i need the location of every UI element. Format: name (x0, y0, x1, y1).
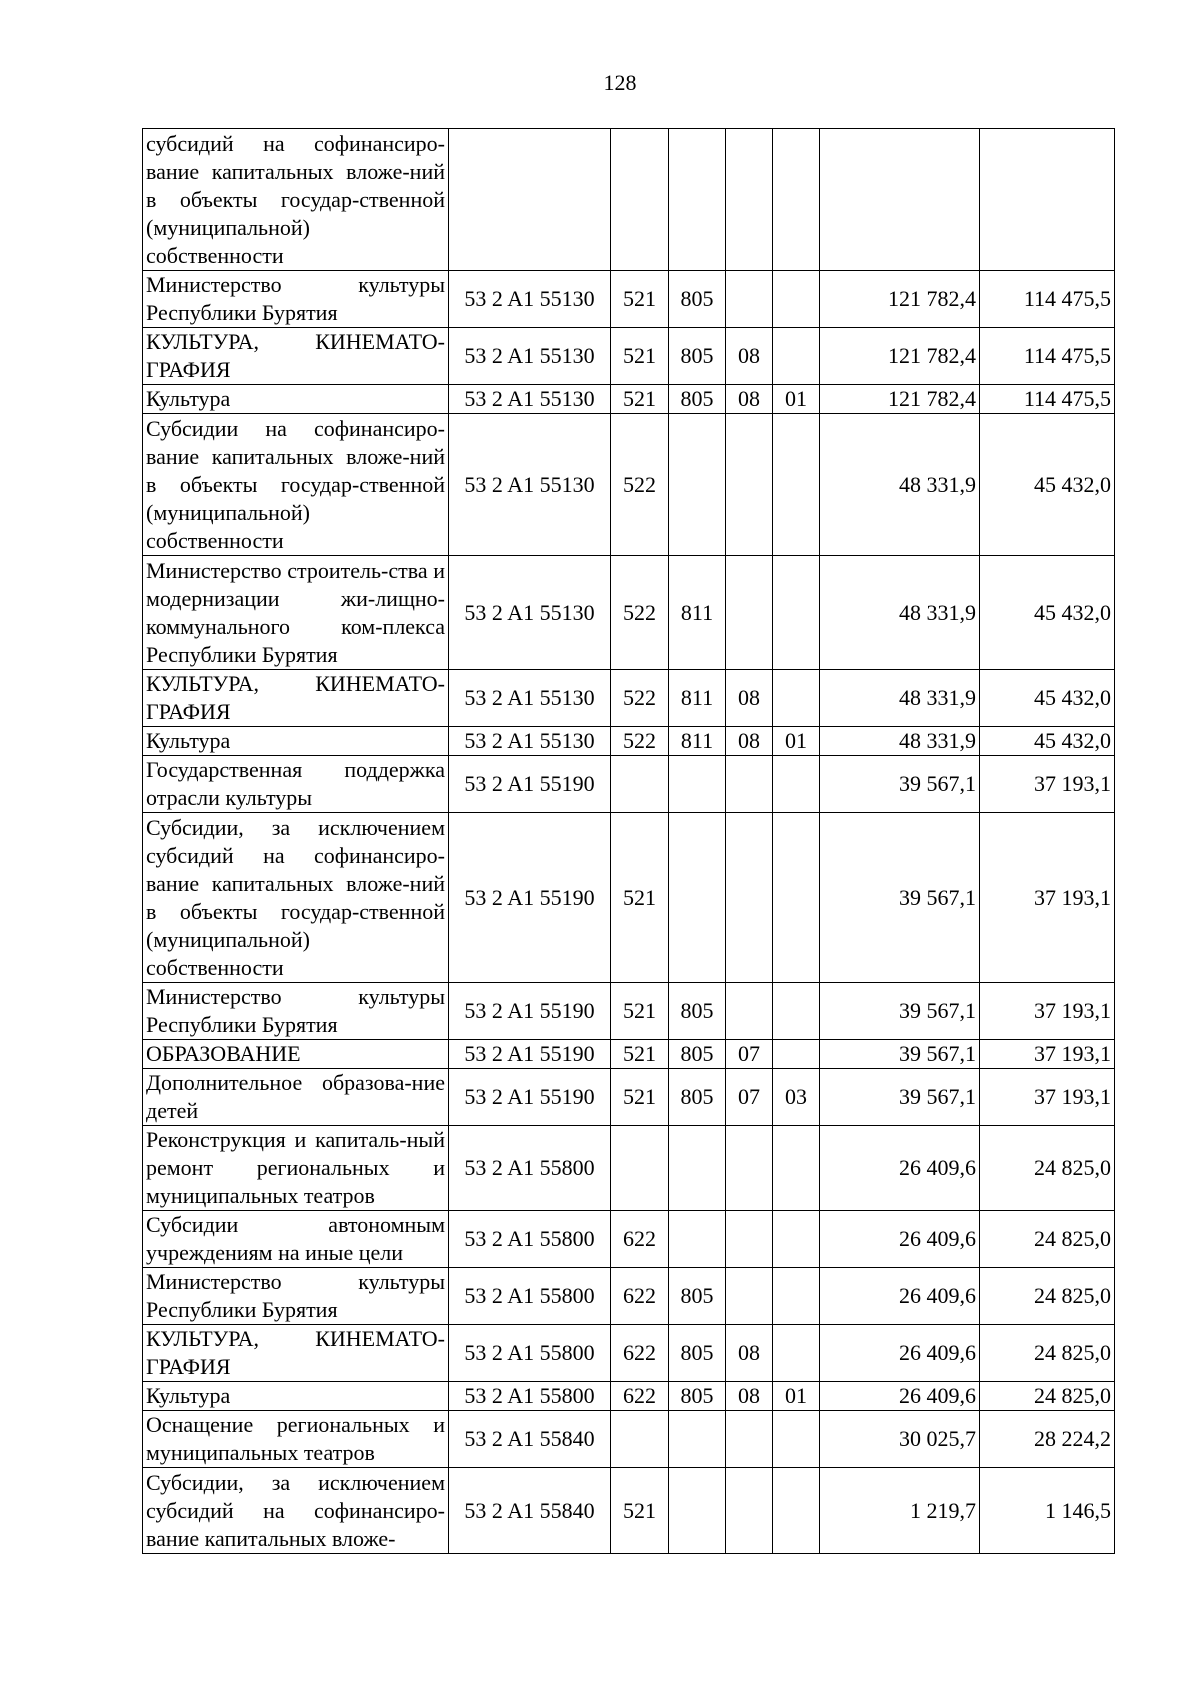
cell-ministry-code (669, 1211, 726, 1268)
cell-target-code: 53 2 A1 55190 (449, 1069, 611, 1126)
cell-name: КУЛЬТУРА, КИНЕМАТО-ГРАФИЯ (143, 670, 449, 727)
cell-section (726, 813, 773, 983)
table-row (143, 1382, 1115, 1411)
cell-target-code: 53 2 A1 55190 (449, 756, 611, 813)
cell-expense-type (611, 129, 669, 271)
cell-expense-type: 622 (611, 1211, 669, 1268)
cell-ministry-code: 805 (669, 983, 726, 1040)
cell-target-code: 53 2 A1 55130 (449, 556, 611, 670)
cell-ministry-code (669, 1411, 726, 1468)
cell-amount-1: 39 567,1 (820, 983, 980, 1040)
table-row (143, 1126, 1115, 1211)
cell-amount-1: 39 567,1 (820, 1069, 980, 1126)
cell-target-code: 53 2 A1 55840 (449, 1468, 611, 1554)
cell-amount-1: 121 782,4 (820, 328, 980, 385)
cell-ministry-code (669, 756, 726, 813)
cell-subsection: 01 (773, 1382, 820, 1411)
table-row (143, 328, 1115, 385)
cell-ministry-code: 811 (669, 727, 726, 756)
cell-section: 08 (726, 727, 773, 756)
cell-subsection (773, 1040, 820, 1069)
cell-amount-1: 26 409,6 (820, 1268, 980, 1325)
cell-section (726, 129, 773, 271)
cell-subsection (773, 414, 820, 556)
table-row (143, 727, 1115, 756)
cell-amount-1: 26 409,6 (820, 1382, 980, 1411)
cell-target-code: 53 2 A1 55190 (449, 983, 611, 1040)
cell-name: Дополнительное образова-ние детей (143, 1069, 449, 1126)
cell-amount-1: 39 567,1 (820, 756, 980, 813)
cell-name: Реконструкция и капиталь-ный ремонт региональных и муниципальных театров (143, 1126, 449, 1211)
table-row (143, 1325, 1115, 1382)
cell-expense-type: 622 (611, 1325, 669, 1382)
cell-section (726, 1211, 773, 1268)
cell-name: Оснащение региональных и муниципальных театров (143, 1411, 449, 1468)
cell-amount-1: 48 331,9 (820, 727, 980, 756)
cell-amount-1 (820, 129, 980, 271)
cell-expense-type (611, 1126, 669, 1211)
cell-expense-type: 521 (611, 385, 669, 414)
cell-expense-type: 521 (611, 1468, 669, 1554)
cell-expense-type: 522 (611, 727, 669, 756)
table-row (143, 1268, 1115, 1325)
cell-section (726, 556, 773, 670)
cell-amount-2: 24 825,0 (980, 1211, 1115, 1268)
cell-target-code: 53 2 A1 55130 (449, 727, 611, 756)
table-row (143, 414, 1115, 556)
cell-ministry-code (669, 129, 726, 271)
cell-name: Министерство культуры Республики Бурятия (143, 271, 449, 328)
cell-amount-2: 24 825,0 (980, 1126, 1115, 1211)
cell-name: Культура (143, 1382, 449, 1411)
cell-amount-2: 1 146,5 (980, 1468, 1115, 1554)
cell-amount-2: 45 432,0 (980, 670, 1115, 727)
cell-section: 08 (726, 1382, 773, 1411)
cell-amount-2: 37 193,1 (980, 1069, 1115, 1126)
cell-expense-type: 521 (611, 983, 669, 1040)
cell-amount-2: 37 193,1 (980, 983, 1115, 1040)
cell-ministry-code: 805 (669, 385, 726, 414)
cell-amount-2: 37 193,1 (980, 756, 1115, 813)
cell-target-code: 53 2 A1 55190 (449, 813, 611, 983)
cell-amount-2: 45 432,0 (980, 556, 1115, 670)
table-row (143, 670, 1115, 727)
cell-expense-type: 522 (611, 670, 669, 727)
cell-amount-1: 26 409,6 (820, 1126, 980, 1211)
cell-subsection: 01 (773, 727, 820, 756)
cell-name: Субсидии, за исключением субсидий на софинансиро-вание капитальных вложе- (143, 1468, 449, 1554)
table-row (143, 1040, 1115, 1069)
table-row (143, 385, 1115, 414)
cell-section (726, 271, 773, 328)
cell-subsection (773, 1126, 820, 1211)
table-row (143, 1211, 1115, 1268)
cell-ministry-code: 805 (669, 1069, 726, 1126)
cell-amount-1: 48 331,9 (820, 556, 980, 670)
cell-subsection (773, 556, 820, 670)
cell-expense-type: 521 (611, 1040, 669, 1069)
cell-ministry-code: 811 (669, 556, 726, 670)
cell-section (726, 414, 773, 556)
cell-amount-2: 24 825,0 (980, 1268, 1115, 1325)
cell-section (726, 1268, 773, 1325)
cell-name: Министерство культуры Республики Бурятия (143, 983, 449, 1040)
cell-amount-1: 26 409,6 (820, 1325, 980, 1382)
cell-subsection: 01 (773, 385, 820, 414)
cell-ministry-code (669, 414, 726, 556)
table-row (143, 983, 1115, 1040)
cell-section: 08 (726, 670, 773, 727)
cell-name: субсидий на софинансиро-вание капитальных вложе-ний в объекты государ-ственной (муниципальной) собственности (143, 129, 449, 271)
cell-subsection (773, 1411, 820, 1468)
cell-amount-1: 26 409,6 (820, 1211, 980, 1268)
cell-ministry-code: 805 (669, 271, 726, 328)
cell-amount-2: 45 432,0 (980, 414, 1115, 556)
cell-amount-2: 24 825,0 (980, 1325, 1115, 1382)
table-row (143, 1411, 1115, 1468)
cell-ministry-code (669, 1468, 726, 1554)
cell-subsection (773, 983, 820, 1040)
cell-expense-type (611, 756, 669, 813)
cell-ministry-code: 811 (669, 670, 726, 727)
cell-section (726, 983, 773, 1040)
cell-expense-type: 521 (611, 1069, 669, 1126)
cell-target-code: 53 2 A1 55130 (449, 271, 611, 328)
cell-amount-1: 39 567,1 (820, 1040, 980, 1069)
budget-table (142, 128, 1115, 1554)
cell-ministry-code: 805 (669, 1268, 726, 1325)
cell-ministry-code: 805 (669, 1325, 726, 1382)
cell-expense-type: 622 (611, 1268, 669, 1325)
cell-section (726, 756, 773, 813)
cell-name: Субсидии автономным учреждениям на иные цели (143, 1211, 449, 1268)
table-row (143, 756, 1115, 813)
cell-subsection (773, 271, 820, 328)
cell-section (726, 1468, 773, 1554)
cell-amount-2: 24 825,0 (980, 1382, 1115, 1411)
cell-name: КУЛЬТУРА, КИНЕМАТО-ГРАФИЯ (143, 1325, 449, 1382)
cell-ministry-code (669, 813, 726, 983)
cell-ministry-code: 805 (669, 1382, 726, 1411)
cell-amount-1: 30 025,7 (820, 1411, 980, 1468)
table-row (143, 1069, 1115, 1126)
cell-amount-1: 48 331,9 (820, 414, 980, 556)
cell-amount-2: 45 432,0 (980, 727, 1115, 756)
cell-subsection (773, 129, 820, 271)
cell-target-code (449, 129, 611, 271)
cell-section (726, 1411, 773, 1468)
cell-expense-type: 522 (611, 414, 669, 556)
cell-name: Министерство строитель-ства и модернизации жи-лищно-коммунального ком-плекса Республики Бурятия (143, 556, 449, 670)
cell-amount-1: 1 219,7 (820, 1468, 980, 1554)
cell-subsection (773, 1325, 820, 1382)
cell-ministry-code (669, 1126, 726, 1211)
cell-name: Субсидии, за исключением субсидий на софинансиро-вание капитальных вложе-ний в объекты государ-ственной (муниципальной) собственности (143, 813, 449, 983)
table-row (143, 271, 1115, 328)
cell-target-code: 53 2 A1 55130 (449, 385, 611, 414)
cell-subsection (773, 328, 820, 385)
cell-name: Культура (143, 727, 449, 756)
cell-section: 07 (726, 1040, 773, 1069)
cell-section (726, 1126, 773, 1211)
cell-name: Субсидии на софинансиро-вание капитальных вложе-ний в объекты государ-ственной (муниципальной) собственности (143, 414, 449, 556)
cell-subsection (773, 813, 820, 983)
table-row (143, 556, 1115, 670)
cell-target-code: 53 2 A1 55800 (449, 1325, 611, 1382)
cell-name: Государственная поддержка отрасли культуры (143, 756, 449, 813)
cell-target-code: 53 2 A1 55800 (449, 1268, 611, 1325)
cell-subsection (773, 1468, 820, 1554)
cell-amount-1: 121 782,4 (820, 271, 980, 328)
cell-name: Министерство культуры Республики Бурятия (143, 1268, 449, 1325)
cell-expense-type: 521 (611, 271, 669, 328)
cell-amount-1: 39 567,1 (820, 813, 980, 983)
cell-section: 08 (726, 385, 773, 414)
page-number: 128 (603, 70, 637, 95)
cell-ministry-code: 805 (669, 1040, 726, 1069)
cell-expense-type: 521 (611, 813, 669, 983)
cell-expense-type: 522 (611, 556, 669, 670)
cell-amount-2: 37 193,1 (980, 813, 1115, 983)
cell-amount-1: 48 331,9 (820, 670, 980, 727)
cell-subsection (773, 670, 820, 727)
cell-target-code: 53 2 A1 55130 (449, 670, 611, 727)
cell-section: 08 (726, 328, 773, 385)
cell-subsection: 03 (773, 1069, 820, 1126)
cell-name: ОБРАЗОВАНИЕ (143, 1040, 449, 1069)
cell-target-code: 53 2 A1 55800 (449, 1126, 611, 1211)
cell-name: КУЛЬТУРА, КИНЕМАТО-ГРАФИЯ (143, 328, 449, 385)
cell-subsection (773, 1211, 820, 1268)
cell-amount-2: 114 475,5 (980, 271, 1115, 328)
cell-target-code: 53 2 A1 55840 (449, 1411, 611, 1468)
cell-subsection (773, 1268, 820, 1325)
cell-target-code: 53 2 A1 55130 (449, 328, 611, 385)
table-row (143, 813, 1115, 983)
cell-target-code: 53 2 A1 55130 (449, 414, 611, 556)
cell-amount-2: 28 224,2 (980, 1411, 1115, 1468)
cell-amount-2 (980, 129, 1115, 271)
cell-expense-type: 622 (611, 1382, 669, 1411)
cell-name: Культура (143, 385, 449, 414)
cell-section: 07 (726, 1069, 773, 1126)
table-row (143, 129, 1115, 271)
budget-table-body (143, 129, 1115, 1554)
cell-target-code: 53 2 A1 55800 (449, 1211, 611, 1268)
cell-expense-type: 521 (611, 328, 669, 385)
cell-amount-2: 37 193,1 (980, 1040, 1115, 1069)
cell-target-code: 53 2 A1 55800 (449, 1382, 611, 1411)
cell-subsection (773, 756, 820, 813)
cell-amount-2: 114 475,5 (980, 328, 1115, 385)
cell-amount-2: 114 475,5 (980, 385, 1115, 414)
cell-section: 08 (726, 1325, 773, 1382)
cell-amount-1: 121 782,4 (820, 385, 980, 414)
cell-expense-type (611, 1411, 669, 1468)
cell-ministry-code: 805 (669, 328, 726, 385)
table-row (143, 1468, 1115, 1554)
cell-target-code: 53 2 A1 55190 (449, 1040, 611, 1069)
